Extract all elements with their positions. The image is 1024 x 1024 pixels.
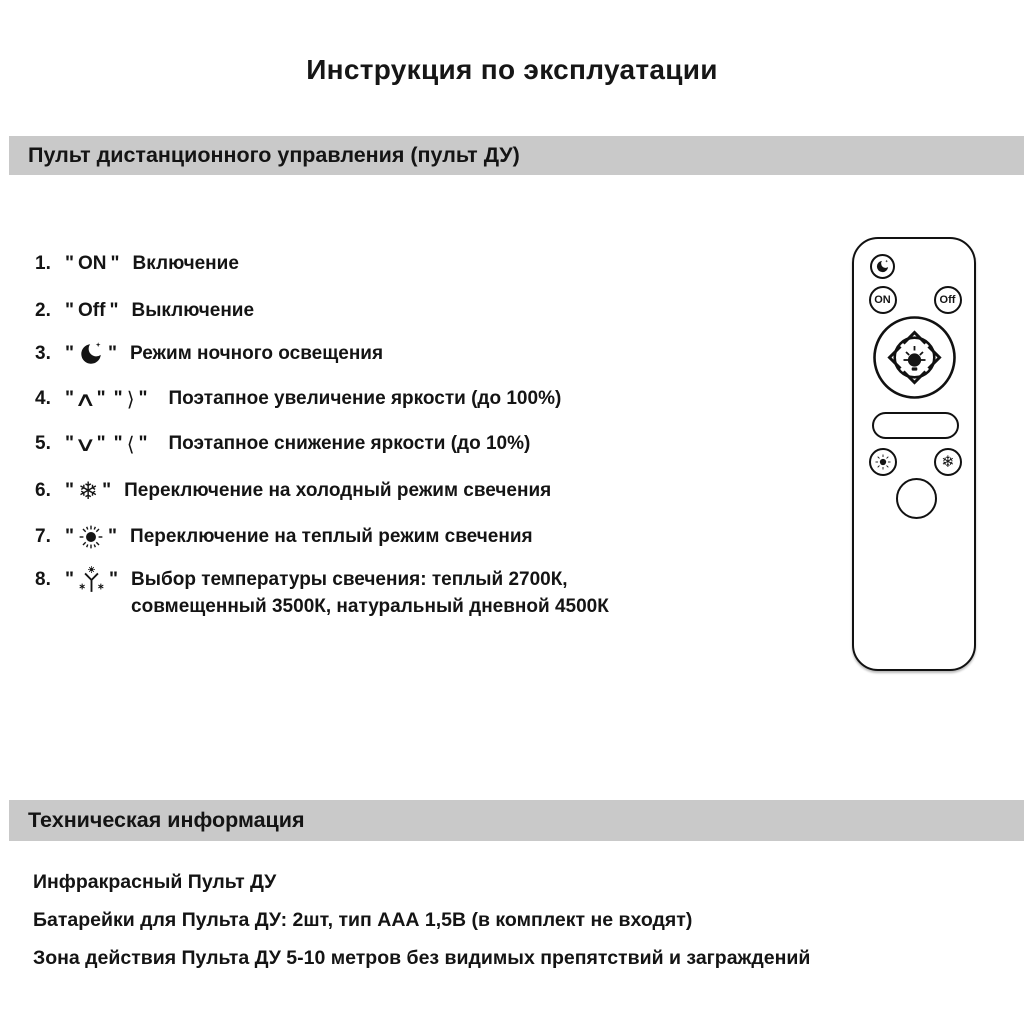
quote-mark: " — [65, 433, 75, 454]
quote-mark: " — [113, 388, 123, 409]
quote-mark: " — [65, 388, 75, 409]
off-button-label: Off — [78, 300, 106, 321]
off-button — [934, 286, 962, 314]
bulb-icon — [904, 346, 926, 371]
quote-mark: " — [65, 253, 75, 274]
instruction-item-7 — [35, 524, 533, 550]
quote-mark: " — [108, 343, 118, 364]
quote-mark: " — [65, 568, 75, 590]
on-button-label: ON — [874, 293, 891, 306]
warm-light-icon — [874, 453, 892, 471]
moon-icon — [875, 259, 890, 274]
warm-light-icon — [78, 524, 104, 550]
chevron-up-icon: ∧ — [73, 387, 97, 411]
quote-mark: " — [138, 433, 148, 454]
on-button — [869, 286, 897, 314]
instruction-item-4 — [35, 386, 561, 412]
pill-button — [872, 412, 959, 439]
round-button — [896, 478, 937, 519]
item-text: Поэтапное снижение яркости (до 10%) — [168, 433, 531, 454]
quote-mark: " — [96, 388, 106, 409]
item-number: 2. — [35, 300, 51, 321]
item-text: Режим ночного освещения — [130, 343, 384, 364]
item-text: Поэтапное увеличение яркости (до 100%) — [168, 388, 562, 409]
item-text: Переключение на холодный режим свечения — [124, 480, 552, 501]
chevron-right-icon: ⟩ — [126, 387, 135, 411]
item-number: 6. — [35, 480, 51, 501]
item-text: Переключение на теплый режим свечения — [130, 526, 533, 547]
item-text — [131, 566, 609, 620]
quote-mark: " — [110, 253, 120, 274]
chevron-left-icon: ⟨ — [126, 432, 135, 456]
instruction-item-5 — [35, 431, 530, 457]
tech-info-line-3: Зона действия Пульта ДУ 5-10 метров без видимых препятствий и заграждений — [33, 947, 811, 969]
color-temperature-icon — [78, 566, 105, 594]
quote-mark: " — [102, 480, 112, 501]
moon-icon — [78, 341, 104, 367]
item-number: 7. — [35, 526, 51, 547]
section-header-remote — [9, 136, 1024, 175]
off-button-label: Off — [939, 293, 956, 306]
cold-light-button — [934, 448, 962, 476]
section-header-remote-label: Пульт дистанционного управления (пульт ДУ) — [28, 143, 520, 167]
quote-mark: " — [65, 343, 75, 364]
quote-mark: " — [108, 526, 118, 547]
instruction-item-6 — [35, 478, 551, 504]
instruction-item-2 — [35, 298, 254, 324]
warm-light-button — [869, 448, 897, 476]
item-text: Включение — [132, 253, 239, 274]
item-text-line-1: Выбор температуры свечения: теплый 2700К, — [131, 569, 568, 590]
quote-mark: " — [109, 300, 119, 321]
item-text-line-2: совмещенный 3500К, натуральный дневной 4500К — [131, 596, 609, 617]
item-text: Выключение — [131, 300, 255, 321]
instruction-item-3 — [35, 341, 383, 367]
tech-info-line-2: Батарейки для Пульта ДУ: 2шт, тип ААА 1,5В (в комплект не входят) — [33, 909, 693, 931]
instruction-item-8 — [35, 566, 609, 617]
tech-info-line-1: Инфракрасный Пульт ДУ — [33, 871, 277, 893]
quote-mark: " — [65, 526, 75, 547]
item-number: 3. — [35, 343, 51, 364]
night-mode-button — [870, 254, 895, 279]
quote-mark: " — [113, 433, 123, 454]
item-number: 5. — [35, 433, 51, 454]
item-head — [35, 566, 122, 593]
snowflake-icon: ❄ — [941, 452, 955, 471]
dpad-brightness-control — [872, 315, 957, 400]
quote-mark: " — [138, 388, 148, 409]
quote-mark: " — [65, 300, 75, 321]
quote-mark: " — [109, 568, 119, 590]
item-number: 8. — [35, 568, 51, 590]
section-header-tech — [9, 800, 1024, 841]
snowflake-icon: ❄ — [78, 477, 99, 505]
quote-mark: " — [65, 480, 75, 501]
quote-mark: " — [96, 433, 106, 454]
chevron-down-icon: ∨ — [73, 432, 97, 456]
section-header-tech-label: Техническая информация — [28, 808, 305, 832]
on-button-label: ON — [78, 253, 107, 274]
page-title: Инструкция по эксплуатации — [306, 54, 718, 85]
instruction-item-1 — [35, 251, 239, 277]
item-number: 1. — [35, 253, 51, 274]
remote-control-illustration — [852, 237, 976, 671]
item-number: 4. — [35, 388, 51, 409]
